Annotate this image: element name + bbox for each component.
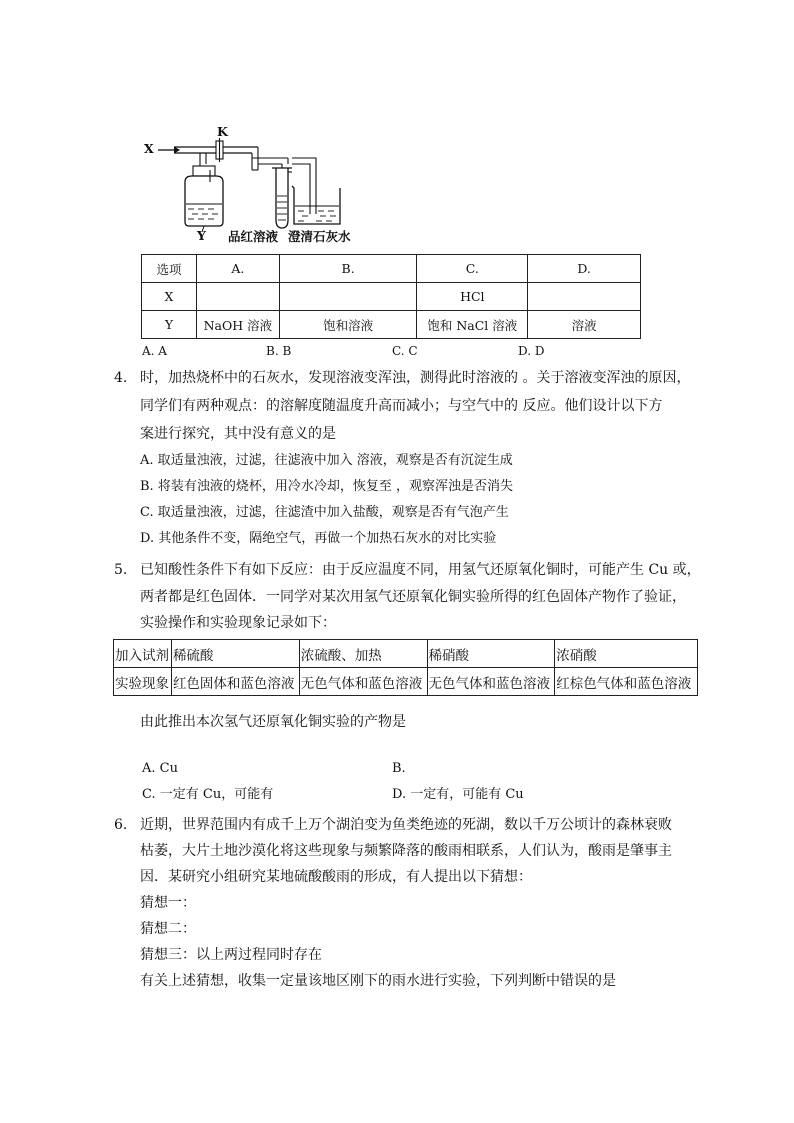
table-cell: D. [528,255,641,283]
q3-answer-c[interactable]: C. C [392,344,418,358]
q6-line: 因．某研究小组研究某地硫酸酸雨的形成，有人提出以下猜想： [140,869,532,885]
table-cell: 无色气体和蓝色溶液 [299,668,427,696]
table-cell [279,283,417,311]
q6-guess: 猜想二： [140,921,196,937]
label-y: Y [197,228,206,243]
q6-guess: 猜想三：以上两过程同时存在 [140,947,322,963]
table-cell: 红棕色气体和蓝色溶液 [555,668,698,696]
q6-line: 近期，世界范围内有成千上万个湖泊变为鱼类绝迹的死湖，数以千万公顷计的森林衰败 [140,817,672,833]
table-cell: A. [196,255,279,283]
table-cell: 红色固体和蓝色溶液 [171,668,299,696]
q3-answer-b[interactable]: B. B [266,344,292,358]
q5-conclusion: 由此推出本次氢气还原氧化铜实验的产物是 [140,714,406,730]
table-cell: 实验现象 [114,668,172,696]
label-tube: 品红溶液 [228,229,279,244]
q3-answer-d[interactable]: D. D [518,344,545,358]
table-cell: C. [417,255,528,283]
label-k: K [217,124,228,139]
table-cell: 浓硫酸、加热 [299,640,427,668]
table-cell: 饱和 NaCl 溶液 [417,311,528,339]
table-row [114,668,698,696]
table-cell: 饱和溶液 [279,311,417,339]
table-row [142,311,641,339]
q5-option-a[interactable]: A. Cu [142,761,178,776]
options-table-header [142,255,641,283]
label-x: X [144,141,154,156]
table-cell: 溶液 [528,311,641,339]
q5-option-b[interactable]: B. [392,761,406,776]
q5-line: 两者都是红色固体．一同学对某次用氢气还原氧化铜实验所得的红色固体产物作了验证， [140,589,686,605]
table-cell: NaOH 溶液 [196,311,279,339]
q4-line: 案进行探究，其中没有意义的是 [140,426,336,442]
table-cell: B. [279,255,417,283]
q4-line: 时，加热烧杯中的石灰水，发现溶液变浑浊，测得此时溶液的 。关于溶液变浑浊的原因， [140,370,691,386]
q5-option-d[interactable]: D. 一定有，可能有 Cu [392,787,524,802]
q6-line: 枯萎，大片土地沙漠化将这些现象与频繁降落的酸雨相联系，人们认为，酸雨是肇事主 [140,843,672,859]
q4-number: 4. [114,370,128,386]
q4-option-a[interactable]: A. 取适量浊液，过滤，往滤液中加入 溶液，观察是否有沉淀生成 [140,453,513,468]
table-cell: HCl [417,283,528,311]
table-cell: 无色气体和蓝色溶液 [427,668,555,696]
table-cell [528,283,641,311]
table-cell: 加入试剂 [114,640,172,668]
table-row [142,283,641,311]
table-cell: X [142,283,197,311]
table-cell: 选项 [142,255,197,283]
q5-number: 5. [114,562,128,578]
table-cell [196,283,279,311]
observation-table [113,639,698,696]
q5-option-c[interactable]: C. 一定有 Cu，可能有 [142,787,274,802]
q6-number: 6. [114,817,128,833]
label-beaker: 澄清石灰水 [288,229,351,244]
table-row [114,640,698,668]
table-cell: 浓硝酸 [555,640,698,668]
q6-final: 有关上述猜想，收集一定量该地区刚下的雨水进行实验，下列判断中错误的是 [140,973,616,989]
table-cell: 稀硝酸 [427,640,555,668]
q5-line: 已知酸性条件下有如下反应：由于反应温度不同，用氢气还原氧化铜时，可能产生 Cu 或， [140,562,701,578]
q4-line: 同学们有两种观点：的溶解度随温度升高而减小；与空气中的 反应。他们设计以下方 [140,398,663,414]
q4-option-b[interactable]: B. 将装有浊液的烧杯，用冷水冷却，恢复至 ，观察浑浊是否消失 [140,479,513,494]
table-cell: 稀硫酸 [171,640,299,668]
q4-option-d[interactable]: D. 其他条件不变，隔绝空气，再做一个加热石灰水的对比实验 [140,531,497,546]
q6-guess: 猜想一： [140,895,196,911]
q5-line: 实验操作和实验现象记录如下： [140,615,336,631]
apparatus-diagram [140,124,380,246]
q4-option-c[interactable]: C. 取适量浊液，过滤，往滤渣中加入盐酸，观察是否有气泡产生 [140,505,509,520]
q3-answer-a[interactable]: A. A [142,344,167,358]
options-table [141,254,641,339]
table-cell: Y [142,311,197,339]
